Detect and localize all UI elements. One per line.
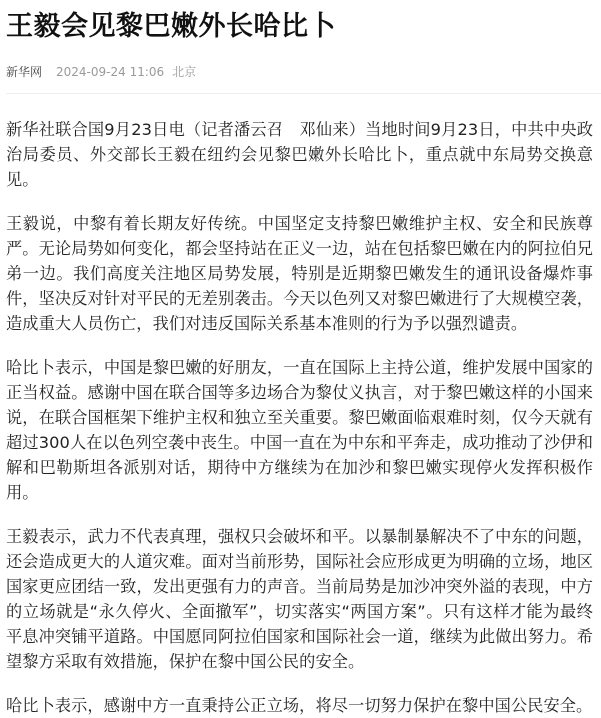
article-meta — [6, 64, 593, 80]
article-title: 王毅会见黎巴嫩外长哈比卜 — [6, 11, 336, 42]
publish-time: 2024-09-24 11:06 — [56, 65, 165, 79]
paragraph: 哈比卜表示，感谢中方一直秉持公正立场，将尽一切努力保护在黎中国公民安全。 — [6, 696, 593, 715]
paragraph: 新华社联合国9月23日电（记者潘云召 邓仙来）当地时间9月23日，中共中央政治局委员、外交部长王毅在纽约会见黎巴嫩外长哈比卜，重点就中东局势交换意见。 — [6, 120, 593, 189]
paragraph: 王毅表示，武力不代表真理，强权只会破坏和平。以暴制暴解决不了中东的问题，还会造成更大的人道灾难。面对当前形势，国际社会应形成更为明确的立场，地区国家更应团结一致，发出更强有力的声音。当前局势是加沙冲突外溢的表现，中方的立场就是“永久停火、全面撤军”，切实落实“两国方案”。只有这样才能为最终平息冲突铺平道路。中国愿同阿拉伯国家和国际社会一道，继续为此做出努力。希望黎方采取有效措施，保护在黎中国公民的安全。 — [6, 527, 593, 671]
article-body — [6, 117, 593, 718]
publish-location: 北京 — [172, 65, 197, 79]
meta-divider — [6, 93, 601, 94]
source-link[interactable]: 新华网 — [6, 65, 43, 79]
paragraph: 哈比卜表示，中国是黎巴嫩的好朋友，一直在国际上主持公道，维护发展中国家的正当权益。感谢中国在联合国等多边场合为黎仗义执言，对于黎巴嫩这样的小国来说，在联合国框架下维护主权和独立至关重要。黎巴嫩面临艰难时刻，仅今天就有超过300人在以色列空袭中丧生。中国一直在为中东和平奔走，成功推动了沙伊和解和巴勒斯坦各派别对话，期待中方继续为在加沙和黎巴嫩实现停火发挥积极作用。 — [6, 358, 593, 502]
paragraph: 王毅说，中黎有着长期友好传统。中国坚定支持黎巴嫩维护主权、安全和民族尊严。无论局势如何变化，都会坚持站在正义一边，站在包括黎巴嫩在内的阿拉伯兄弟一边。我们高度关注地区局势发展，特别是近期黎巴嫩发生的通讯设备爆炸事件，坚决反对针对平民的无差别袭击。今天以色列又对黎巴嫩进行了大规模空袭，造成重大人员伤亡，我们对违反国际关系基本准则的行为予以强烈谴责。 — [6, 214, 593, 333]
